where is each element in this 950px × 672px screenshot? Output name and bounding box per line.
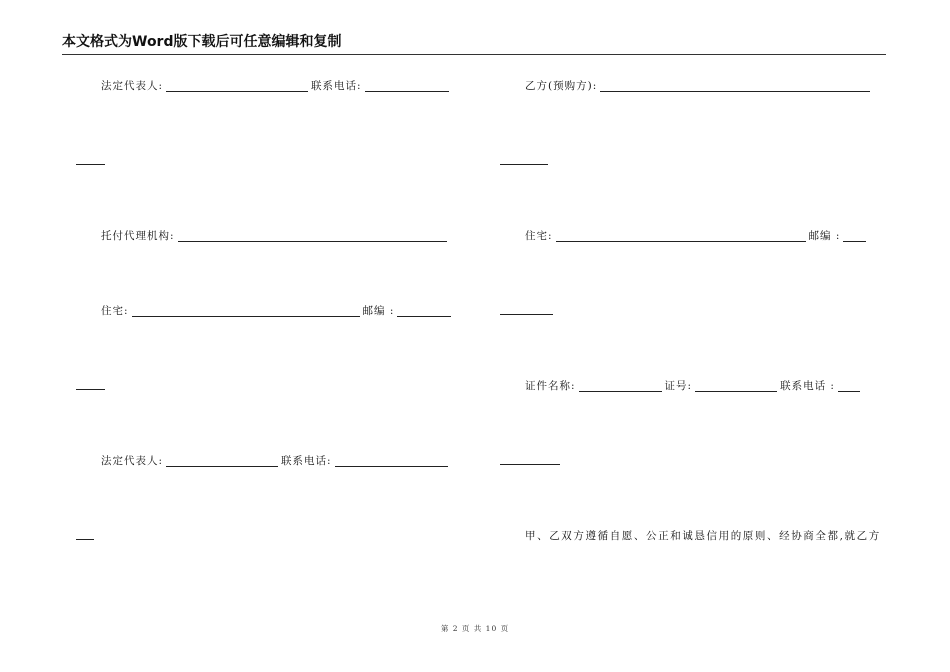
postcode-field[interactable] — [843, 231, 866, 242]
agent-label: 托付代理机构: — [101, 230, 175, 242]
continuation-line — [500, 164, 548, 165]
continuation-line — [500, 314, 553, 315]
clause-text: 甲、乙双方遵循自愿、公正和诚恳信用的原则、经协商全都,就乙方 — [525, 530, 881, 542]
left-legal-rep-line-2 — [101, 454, 451, 468]
left-agent-line — [101, 229, 450, 243]
left-residence-line — [101, 304, 454, 318]
party-b-field[interactable] — [600, 81, 870, 92]
right-residence-line — [525, 229, 869, 243]
right-party-b-line — [525, 79, 873, 93]
phone-field[interactable] — [365, 81, 449, 92]
phone-field[interactable] — [838, 381, 860, 392]
phone-field[interactable] — [335, 456, 448, 467]
party-b-label: 乙方(预购方): — [525, 80, 598, 92]
right-clause-line — [525, 529, 881, 543]
legal-rep-field[interactable] — [166, 81, 308, 92]
postcode-label: 邮编 : — [362, 305, 395, 317]
page-number: 第 2 页 共 10 页 — [440, 624, 510, 633]
residence-label: 住宅: — [101, 305, 129, 317]
legal-rep-label: 法定代表人: — [101, 80, 164, 92]
left-legal-rep-line-1 — [101, 79, 452, 93]
id-no-field[interactable] — [695, 381, 777, 392]
phone-label: 联系电话: — [311, 80, 362, 92]
right-id-line — [525, 379, 863, 393]
phone-label: 联系电话: — [281, 455, 332, 467]
residence-field[interactable] — [556, 231, 806, 242]
legal-rep-label: 法定代表人: — [101, 455, 164, 467]
agent-field[interactable] — [178, 231, 447, 242]
document-header: 本文格式为Word版下载后可任意编辑和复制 — [62, 33, 886, 55]
legal-rep-field[interactable] — [166, 456, 278, 467]
postcode-field[interactable] — [397, 306, 451, 317]
id-name-field[interactable] — [579, 381, 662, 392]
continuation-line — [76, 164, 105, 165]
continuation-line — [76, 389, 105, 390]
postcode-label: 邮编 : — [808, 230, 841, 242]
id-no-label: 证号: — [664, 380, 693, 392]
phone-label: 联系电话 : — [780, 380, 835, 392]
continuation-line — [76, 539, 94, 540]
residence-field[interactable] — [132, 306, 360, 317]
residence-label: 住宅: — [525, 230, 553, 242]
continuation-line — [500, 464, 560, 465]
id-name-label: 证件名称: — [525, 380, 576, 392]
